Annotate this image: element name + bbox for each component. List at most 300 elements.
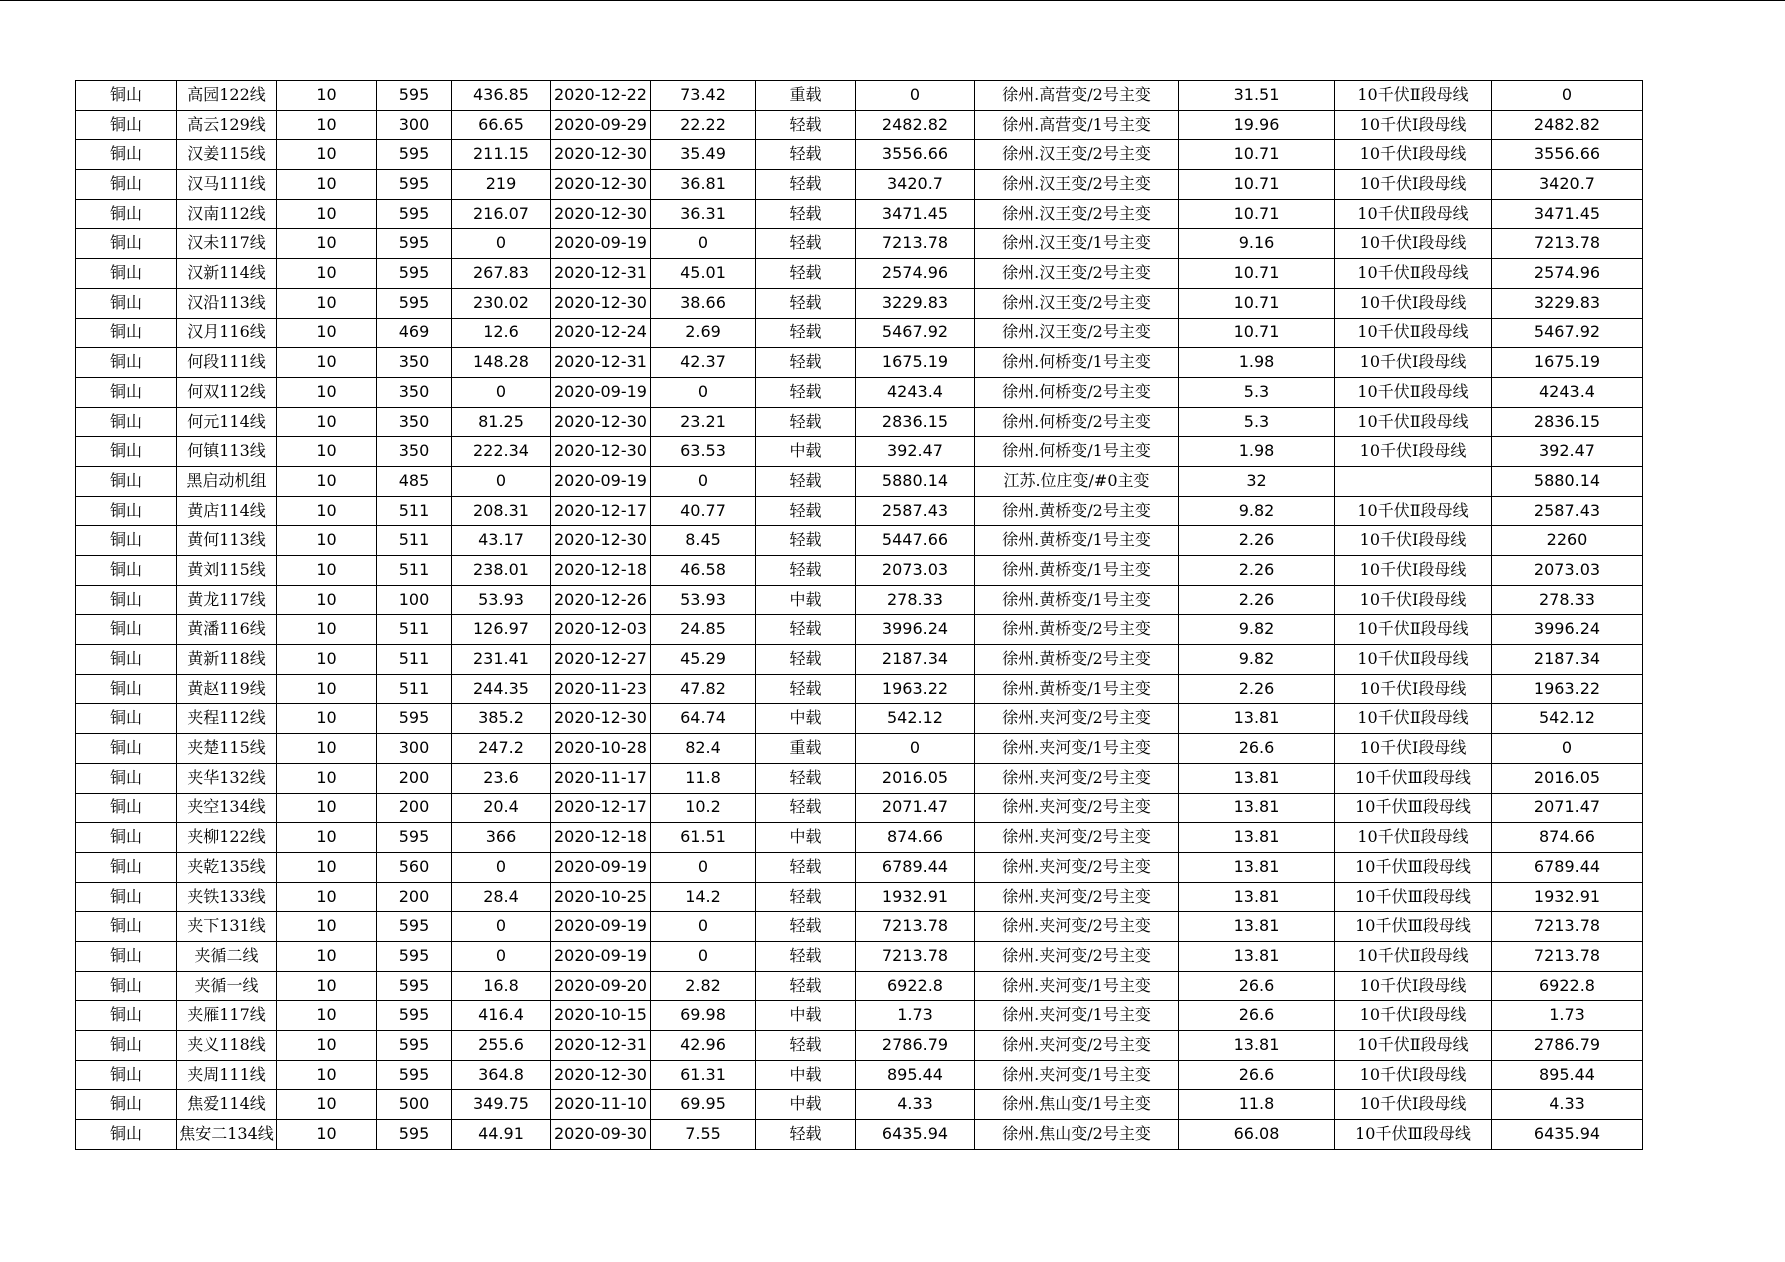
cell-capacity: 595	[377, 941, 452, 971]
cell-capacity: 350	[377, 437, 452, 467]
cell-line-name: 黄店114线	[177, 496, 277, 526]
cell-load-status: 轻载	[756, 556, 856, 586]
cell-load-status: 轻载	[756, 377, 856, 407]
cell-open-capacity: 4243.4	[1492, 377, 1643, 407]
table-row	[76, 823, 1643, 853]
cell-transformer-rate: 26.6	[1179, 1060, 1335, 1090]
cell-available: 2071.47	[856, 793, 975, 823]
cell-voltage: 10	[277, 645, 377, 675]
cell-open-capacity: 1.73	[1492, 1001, 1643, 1031]
cell-available: 0	[856, 734, 975, 764]
table-row	[76, 912, 1643, 942]
cell-available: 1675.19	[856, 348, 975, 378]
cell-busbar: 10千伏Ⅰ段母线	[1335, 1060, 1492, 1090]
cell-voltage: 10	[277, 734, 377, 764]
cell-load-status: 中载	[756, 704, 856, 734]
cell-voltage: 10	[277, 1120, 377, 1150]
cell-load-rate: 69.95	[651, 1090, 756, 1120]
cell-busbar: 10千伏Ⅱ段母线	[1335, 199, 1492, 229]
cell-district: 铜山	[76, 1090, 177, 1120]
cell-substation: 徐州.何桥变/2号主变	[975, 377, 1179, 407]
cell-line-name: 夹循二线	[177, 941, 277, 971]
cell-load-rate: 42.96	[651, 1031, 756, 1061]
cell-load: 81.25	[452, 407, 551, 437]
cell-substation: 徐州.夹河变/2号主变	[975, 793, 1179, 823]
cell-load-rate: 36.31	[651, 199, 756, 229]
cell-capacity: 595	[377, 288, 452, 318]
cell-transformer-rate: 2.26	[1179, 585, 1335, 615]
cell-busbar: 10千伏Ⅱ段母线	[1335, 615, 1492, 645]
cell-district: 铜山	[76, 526, 177, 556]
cell-line-name: 夹循一线	[177, 971, 277, 1001]
cell-load: 20.4	[452, 793, 551, 823]
cell-available: 0	[856, 81, 975, 111]
cell-date: 2020-12-18	[551, 823, 651, 853]
cell-district: 铜山	[76, 170, 177, 200]
cell-load-status: 中载	[756, 437, 856, 467]
cell-transformer-rate: 13.81	[1179, 704, 1335, 734]
cell-transformer-rate: 5.3	[1179, 377, 1335, 407]
cell-load-status: 中载	[756, 1060, 856, 1090]
cell-date: 2020-12-30	[551, 437, 651, 467]
cell-load-rate: 8.45	[651, 526, 756, 556]
cell-capacity: 300	[377, 110, 452, 140]
cell-voltage: 10	[277, 823, 377, 853]
cell-load: 385.2	[452, 704, 551, 734]
cell-available: 5467.92	[856, 318, 975, 348]
cell-busbar: 10千伏Ⅱ段母线	[1335, 704, 1492, 734]
cell-load-rate: 10.2	[651, 793, 756, 823]
cell-line-name: 汉未117线	[177, 229, 277, 259]
table-row	[76, 407, 1643, 437]
cell-line-name: 夹程112线	[177, 704, 277, 734]
cell-voltage: 10	[277, 556, 377, 586]
cell-district: 铜山	[76, 407, 177, 437]
cell-load: 219	[452, 170, 551, 200]
cell-load-rate: 0	[651, 852, 756, 882]
cell-load-rate: 7.55	[651, 1120, 756, 1150]
cell-open-capacity: 2260	[1492, 526, 1643, 556]
cell-load-status: 重载	[756, 81, 856, 111]
cell-busbar: 10千伏Ⅱ段母线	[1335, 645, 1492, 675]
cell-district: 铜山	[76, 734, 177, 764]
cell-line-name: 夹柳122线	[177, 823, 277, 853]
cell-district: 铜山	[76, 793, 177, 823]
table-row	[76, 466, 1643, 496]
cell-open-capacity: 2574.96	[1492, 259, 1643, 289]
cell-capacity: 595	[377, 1031, 452, 1061]
cell-substation: 江苏.位庄变/#0主变	[975, 466, 1179, 496]
cell-district: 铜山	[76, 645, 177, 675]
cell-open-capacity: 4.33	[1492, 1090, 1643, 1120]
cell-date: 2020-12-30	[551, 288, 651, 318]
cell-busbar: 10千伏Ⅰ段母线	[1335, 170, 1492, 200]
cell-substation: 徐州.汉王变/2号主变	[975, 288, 1179, 318]
cell-district: 铜山	[76, 377, 177, 407]
cell-substation: 徐州.黄桥变/1号主变	[975, 585, 1179, 615]
cell-busbar: 10千伏Ⅰ段母线	[1335, 288, 1492, 318]
table-row	[76, 763, 1643, 793]
table-row	[76, 318, 1643, 348]
cell-capacity: 469	[377, 318, 452, 348]
cell-transformer-rate: 10.71	[1179, 140, 1335, 170]
cell-line-name: 黑启动机组	[177, 466, 277, 496]
cell-available: 4.33	[856, 1090, 975, 1120]
cell-capacity: 511	[377, 615, 452, 645]
cell-busbar: 10千伏Ⅰ段母线	[1335, 348, 1492, 378]
cell-capacity: 350	[377, 407, 452, 437]
cell-available: 1.73	[856, 1001, 975, 1031]
cell-district: 铜山	[76, 496, 177, 526]
cell-substation: 徐州.夹河变/1号主变	[975, 1001, 1179, 1031]
cell-load-rate: 0	[651, 466, 756, 496]
cell-load: 44.91	[452, 1120, 551, 1150]
cell-open-capacity: 278.33	[1492, 585, 1643, 615]
cell-district: 铜山	[76, 229, 177, 259]
table-row	[76, 704, 1643, 734]
table-row	[76, 199, 1643, 229]
cell-substation: 徐州.焦山变/2号主变	[975, 1120, 1179, 1150]
cell-district: 铜山	[76, 288, 177, 318]
cell-load-status: 中载	[756, 1090, 856, 1120]
cell-transformer-rate: 10.71	[1179, 199, 1335, 229]
cell-substation: 徐州.汉王变/2号主变	[975, 140, 1179, 170]
cell-voltage: 10	[277, 1001, 377, 1031]
cell-substation: 徐州.黄桥变/1号主变	[975, 526, 1179, 556]
cell-voltage: 10	[277, 377, 377, 407]
cell-date: 2020-09-19	[551, 852, 651, 882]
cell-district: 铜山	[76, 1031, 177, 1061]
cell-transformer-rate: 2.26	[1179, 526, 1335, 556]
cell-date: 2020-12-31	[551, 348, 651, 378]
cell-capacity: 350	[377, 377, 452, 407]
cell-open-capacity: 6435.94	[1492, 1120, 1643, 1150]
cell-load: 126.97	[452, 615, 551, 645]
cell-voltage: 10	[277, 882, 377, 912]
cell-load-status: 轻载	[756, 288, 856, 318]
cell-substation: 徐州.何桥变/1号主变	[975, 348, 1179, 378]
cell-load: 0	[452, 377, 551, 407]
cell-transformer-rate: 9.82	[1179, 615, 1335, 645]
cell-voltage: 10	[277, 229, 377, 259]
cell-transformer-rate: 13.81	[1179, 763, 1335, 793]
cell-open-capacity: 3471.45	[1492, 199, 1643, 229]
cell-line-name: 何镇113线	[177, 437, 277, 467]
cell-district: 铜山	[76, 941, 177, 971]
table-row	[76, 259, 1643, 289]
cell-load-rate: 73.42	[651, 81, 756, 111]
cell-busbar: 10千伏Ⅲ段母线	[1335, 1120, 1492, 1150]
cell-available: 5880.14	[856, 466, 975, 496]
cell-line-name: 夹雁117线	[177, 1001, 277, 1031]
cell-voltage: 10	[277, 941, 377, 971]
cell-open-capacity: 2836.15	[1492, 407, 1643, 437]
cell-load: 255.6	[452, 1031, 551, 1061]
cell-date: 2020-12-17	[551, 496, 651, 526]
cell-district: 铜山	[76, 110, 177, 140]
cell-voltage: 10	[277, 674, 377, 704]
cell-available: 2587.43	[856, 496, 975, 526]
cell-substation: 徐州.黄桥变/1号主变	[975, 674, 1179, 704]
cell-transformer-rate: 32	[1179, 466, 1335, 496]
cell-capacity: 595	[377, 704, 452, 734]
table-row	[76, 1090, 1643, 1120]
cell-line-name: 汉沿113线	[177, 288, 277, 318]
cell-capacity: 595	[377, 1060, 452, 1090]
table-row	[76, 377, 1643, 407]
cell-available: 7213.78	[856, 912, 975, 942]
cell-load-rate: 22.22	[651, 110, 756, 140]
cell-open-capacity: 5880.14	[1492, 466, 1643, 496]
cell-load-status: 轻载	[756, 615, 856, 645]
cell-load: 231.41	[452, 645, 551, 675]
cell-load-rate: 63.53	[651, 437, 756, 467]
cell-load-rate: 23.21	[651, 407, 756, 437]
cell-date: 2020-12-30	[551, 704, 651, 734]
cell-district: 铜山	[76, 466, 177, 496]
cell-date: 2020-12-31	[551, 1031, 651, 1061]
cell-load-status: 轻载	[756, 140, 856, 170]
cell-load-status: 轻载	[756, 971, 856, 1001]
cell-date: 2020-10-15	[551, 1001, 651, 1031]
cell-available: 6922.8	[856, 971, 975, 1001]
table-row	[76, 852, 1643, 882]
top-rule	[0, 0, 1785, 1]
cell-available: 3996.24	[856, 615, 975, 645]
cell-district: 铜山	[76, 1120, 177, 1150]
cell-line-name: 汉姜115线	[177, 140, 277, 170]
cell-line-name: 黄龙117线	[177, 585, 277, 615]
cell-busbar: 10千伏Ⅰ段母线	[1335, 971, 1492, 1001]
cell-capacity: 595	[377, 1001, 452, 1031]
cell-transformer-rate: 13.81	[1179, 912, 1335, 942]
cell-available: 7213.78	[856, 229, 975, 259]
cell-load-rate: 69.98	[651, 1001, 756, 1031]
table-row	[76, 971, 1643, 1001]
cell-district: 铜山	[76, 823, 177, 853]
cell-load: 208.31	[452, 496, 551, 526]
cell-transformer-rate: 11.8	[1179, 1090, 1335, 1120]
cell-available: 6789.44	[856, 852, 975, 882]
cell-capacity: 500	[377, 1090, 452, 1120]
cell-busbar: 10千伏Ⅰ段母线	[1335, 585, 1492, 615]
cell-load-status: 轻载	[756, 110, 856, 140]
cell-capacity: 511	[377, 556, 452, 586]
cell-capacity: 100	[377, 585, 452, 615]
cell-load-rate: 45.29	[651, 645, 756, 675]
cell-load: 12.6	[452, 318, 551, 348]
cell-substation: 徐州.汉王变/2号主变	[975, 170, 1179, 200]
cell-available: 7213.78	[856, 941, 975, 971]
cell-load-status: 轻载	[756, 1031, 856, 1061]
cell-voltage: 10	[277, 585, 377, 615]
cell-line-name: 黄何113线	[177, 526, 277, 556]
cell-load: 0	[452, 229, 551, 259]
cell-transformer-rate: 31.51	[1179, 81, 1335, 111]
cell-busbar: 10千伏Ⅱ段母线	[1335, 1031, 1492, 1061]
cell-load-status: 轻载	[756, 793, 856, 823]
table-row	[76, 1001, 1643, 1031]
cell-date: 2020-09-30	[551, 1120, 651, 1150]
cell-open-capacity: 7213.78	[1492, 912, 1643, 942]
cell-transformer-rate: 19.96	[1179, 110, 1335, 140]
cell-available: 6435.94	[856, 1120, 975, 1150]
cell-district: 铜山	[76, 852, 177, 882]
cell-date: 2020-09-19	[551, 229, 651, 259]
cell-line-name: 夹乾135线	[177, 852, 277, 882]
cell-load-rate: 14.2	[651, 882, 756, 912]
cell-busbar: 10千伏Ⅰ段母线	[1335, 1090, 1492, 1120]
cell-load-status: 轻载	[756, 466, 856, 496]
cell-transformer-rate: 5.3	[1179, 407, 1335, 437]
cell-capacity: 560	[377, 852, 452, 882]
cell-line-name: 何元114线	[177, 407, 277, 437]
cell-busbar	[1335, 466, 1492, 496]
cell-substation: 徐州.夹河变/2号主变	[975, 823, 1179, 853]
cell-voltage: 10	[277, 407, 377, 437]
cell-load-status: 轻载	[756, 912, 856, 942]
table-row	[76, 348, 1643, 378]
cell-load-status: 轻载	[756, 526, 856, 556]
cell-capacity: 595	[377, 170, 452, 200]
cell-voltage: 10	[277, 466, 377, 496]
cell-load: 211.15	[452, 140, 551, 170]
cell-load-status: 轻载	[756, 170, 856, 200]
cell-voltage: 10	[277, 704, 377, 734]
cell-load: 53.93	[452, 585, 551, 615]
data-table	[75, 80, 1643, 1150]
table-row	[76, 170, 1643, 200]
cell-substation: 徐州.夹河变/2号主变	[975, 912, 1179, 942]
cell-substation: 徐州.夹河变/2号主变	[975, 941, 1179, 971]
cell-voltage: 10	[277, 1090, 377, 1120]
cell-capacity: 511	[377, 496, 452, 526]
cell-line-name: 高云129线	[177, 110, 277, 140]
cell-load-rate: 35.49	[651, 140, 756, 170]
cell-line-name: 夹铁133线	[177, 882, 277, 912]
cell-busbar: 10千伏Ⅰ段母线	[1335, 229, 1492, 259]
cell-line-name: 焦安二134线	[177, 1120, 277, 1150]
cell-load-status: 轻载	[756, 259, 856, 289]
cell-line-name: 夹华132线	[177, 763, 277, 793]
cell-transformer-rate: 10.71	[1179, 259, 1335, 289]
cell-district: 铜山	[76, 704, 177, 734]
table-row	[76, 941, 1643, 971]
cell-transformer-rate: 13.81	[1179, 823, 1335, 853]
cell-district: 铜山	[76, 674, 177, 704]
cell-load-status: 中载	[756, 585, 856, 615]
cell-district: 铜山	[76, 199, 177, 229]
cell-date: 2020-12-30	[551, 199, 651, 229]
cell-substation: 徐州.焦山变/1号主变	[975, 1090, 1179, 1120]
cell-load: 222.34	[452, 437, 551, 467]
table-row	[76, 1031, 1643, 1061]
table-row	[76, 793, 1643, 823]
cell-district: 铜山	[76, 259, 177, 289]
cell-date: 2020-12-22	[551, 81, 651, 111]
cell-line-name: 汉新114线	[177, 259, 277, 289]
cell-load-status: 轻载	[756, 318, 856, 348]
cell-busbar: 10千伏Ⅱ段母线	[1335, 377, 1492, 407]
cell-busbar: 10千伏Ⅰ段母线	[1335, 556, 1492, 586]
cell-district: 铜山	[76, 140, 177, 170]
cell-voltage: 10	[277, 526, 377, 556]
cell-open-capacity: 392.47	[1492, 437, 1643, 467]
cell-date: 2020-12-30	[551, 526, 651, 556]
cell-substation: 徐州.高营变/1号主变	[975, 110, 1179, 140]
cell-line-name: 黄刘115线	[177, 556, 277, 586]
cell-busbar: 10千伏Ⅱ段母线	[1335, 81, 1492, 111]
cell-line-name: 汉南112线	[177, 199, 277, 229]
cell-load-status: 轻载	[756, 348, 856, 378]
cell-date: 2020-12-31	[551, 259, 651, 289]
cell-voltage: 10	[277, 348, 377, 378]
cell-voltage: 10	[277, 288, 377, 318]
cell-date: 2020-12-30	[551, 1060, 651, 1090]
cell-district: 铜山	[76, 437, 177, 467]
cell-line-name: 黄潘116线	[177, 615, 277, 645]
cell-available: 2073.03	[856, 556, 975, 586]
cell-load: 23.6	[452, 763, 551, 793]
cell-substation: 徐州.夹河变/2号主变	[975, 704, 1179, 734]
cell-busbar: 10千伏Ⅰ段母线	[1335, 734, 1492, 764]
cell-open-capacity: 6789.44	[1492, 852, 1643, 882]
cell-voltage: 10	[277, 496, 377, 526]
cell-load: 148.28	[452, 348, 551, 378]
cell-load-rate: 38.66	[651, 288, 756, 318]
cell-transformer-rate: 2.26	[1179, 674, 1335, 704]
cell-load-status: 轻载	[756, 199, 856, 229]
cell-busbar: 10千伏Ⅰ段母线	[1335, 437, 1492, 467]
cell-busbar: 10千伏Ⅰ段母线	[1335, 674, 1492, 704]
table-row	[76, 437, 1643, 467]
cell-voltage: 10	[277, 199, 377, 229]
cell-date: 2020-12-27	[551, 645, 651, 675]
cell-transformer-rate: 9.16	[1179, 229, 1335, 259]
cell-date: 2020-12-18	[551, 556, 651, 586]
cell-district: 铜山	[76, 1001, 177, 1031]
cell-load: 244.35	[452, 674, 551, 704]
cell-date: 2020-12-03	[551, 615, 651, 645]
cell-available: 2016.05	[856, 763, 975, 793]
cell-voltage: 10	[277, 259, 377, 289]
cell-transformer-rate: 26.6	[1179, 734, 1335, 764]
cell-load-rate: 42.37	[651, 348, 756, 378]
cell-voltage: 10	[277, 852, 377, 882]
cell-date: 2020-12-17	[551, 793, 651, 823]
cell-load: 28.4	[452, 882, 551, 912]
cell-district: 铜山	[76, 348, 177, 378]
cell-voltage: 10	[277, 140, 377, 170]
cell-date: 2020-09-20	[551, 971, 651, 1001]
cell-available: 2836.15	[856, 407, 975, 437]
cell-capacity: 200	[377, 763, 452, 793]
cell-capacity: 485	[377, 466, 452, 496]
cell-date: 2020-09-29	[551, 110, 651, 140]
cell-transformer-rate: 13.81	[1179, 852, 1335, 882]
cell-transformer-rate: 26.6	[1179, 1001, 1335, 1031]
cell-open-capacity: 2587.43	[1492, 496, 1643, 526]
cell-capacity: 595	[377, 81, 452, 111]
cell-available: 3556.66	[856, 140, 975, 170]
cell-line-name: 高园122线	[177, 81, 277, 111]
cell-load-rate: 46.58	[651, 556, 756, 586]
cell-available: 2187.34	[856, 645, 975, 675]
cell-available: 874.66	[856, 823, 975, 853]
table-row	[76, 496, 1643, 526]
cell-date: 2020-10-25	[551, 882, 651, 912]
cell-voltage: 10	[277, 1060, 377, 1090]
